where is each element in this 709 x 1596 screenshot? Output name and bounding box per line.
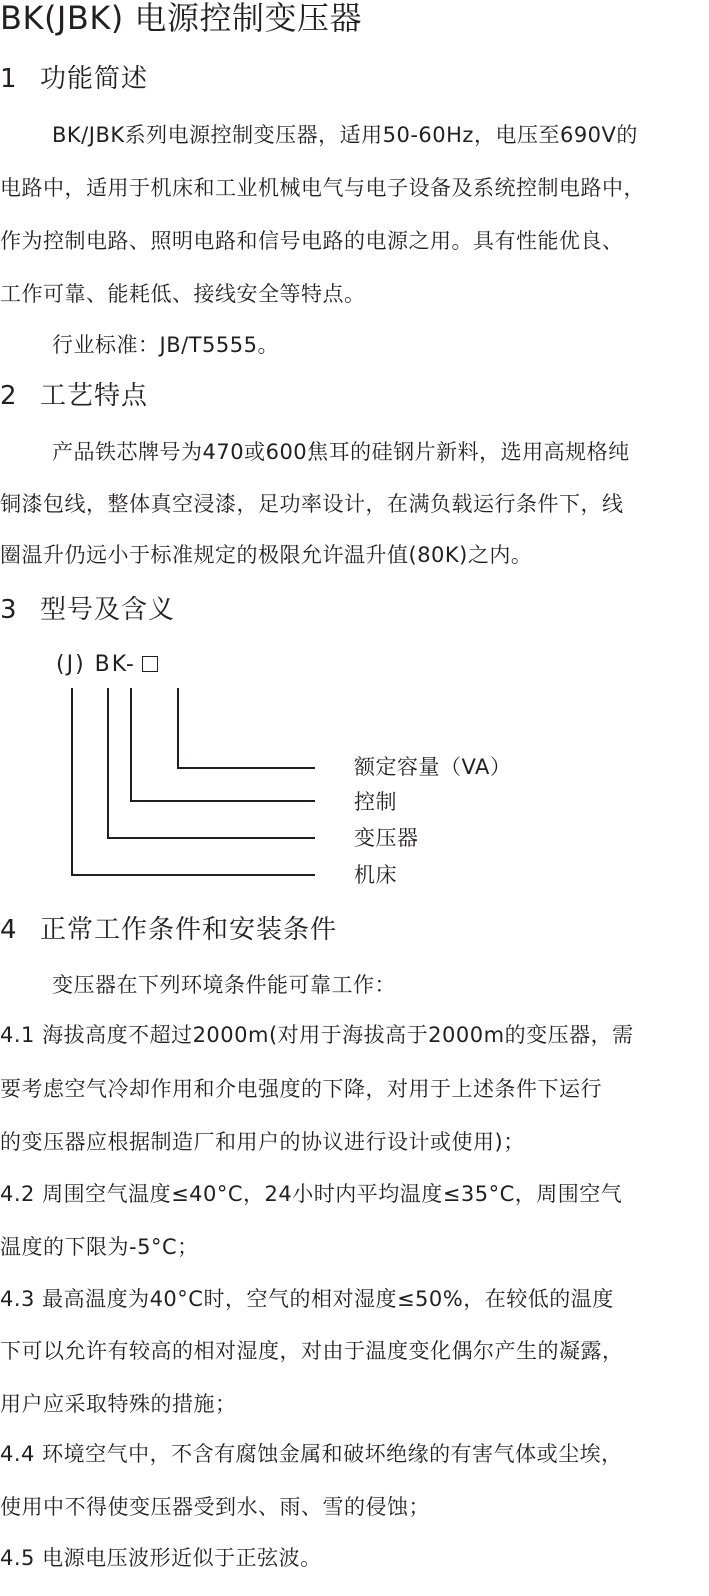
condition-line: 4.2 周围空气温度≤40°C，24小时内平均温度≤35°C，周围空气	[0, 1182, 623, 1206]
section-number: 2	[0, 381, 18, 411]
section-heading-4	[0, 917, 337, 943]
section-number: 4	[0, 915, 18, 945]
label-rated-capacity: 额定容量（VA）	[354, 755, 512, 779]
condition-line: 用户应采取特殊的措施；	[0, 1392, 237, 1416]
condition-line: 4.4 环境空气中，不含有腐蚀金属和破坏绝缘的有害气体或尘埃，	[0, 1442, 623, 1466]
label-control: 控制	[354, 790, 397, 814]
label-transformer: 变压器	[354, 826, 419, 850]
condition-line: 4.3 最高温度为40°C时，空气的相对湿度≤50%，在较低的温度	[0, 1287, 614, 1311]
condition-line: 要考虑空气冷却作用和介电强度的下降，对用于上述条件下运行	[0, 1077, 602, 1101]
leader-line-kongzhi-vertical	[130, 688, 132, 801]
model-code	[56, 654, 158, 676]
condition-line: 使用中不得使变压器受到水、雨、雪的侵蚀；	[0, 1495, 430, 1519]
leader-line-jichuang-horizontal	[71, 874, 315, 876]
capacity-placeholder-box	[142, 656, 158, 672]
section-title: 工艺特点	[40, 381, 149, 411]
label-machine-tool: 机床	[354, 863, 397, 887]
leader-line-bianyaqi-vertical	[107, 688, 109, 838]
paragraph-line: 产品铁芯牌号为470或600焦耳的硅钢片新料，选用高规格纯	[52, 440, 630, 464]
paragraph-line: 铜漆包线，整体真空浸漆，足功率设计，在满负载运行条件下，线	[0, 492, 624, 516]
condition-line: 温度的下限为-5°C；	[0, 1235, 199, 1259]
condition-line: 下可以允许有较高的相对湿度，对由于温度变化偶尔产生的凝露，	[0, 1339, 624, 1363]
condition-line: 4.1 海拔高度不超过2000m(对用于海拔高于2000m的变压器，需	[0, 1023, 634, 1047]
leader-line-rongliang-vertical	[177, 688, 179, 768]
paragraph-intro: 变压器在下列环境条件能可靠工作：	[52, 973, 396, 997]
page-title: BK(JBK) 电源控制变压器	[0, 0, 362, 37]
section-heading-2	[0, 383, 148, 409]
leader-line-kongzhi-horizontal	[130, 800, 315, 802]
section-number: 3	[0, 595, 18, 625]
leader-line-bianyaqi-horizontal	[107, 837, 315, 839]
condition-line: 的变压器应根据制造厂和用户的协议进行设计或使用)；	[0, 1130, 525, 1154]
standard-line: 行业标准：JB/T5555。	[52, 333, 279, 357]
section-heading-3	[0, 597, 175, 623]
section-number: 1	[0, 64, 18, 94]
leader-line-rongliang-horizontal	[177, 767, 315, 769]
leader-line-jichuang-vertical	[71, 688, 73, 875]
paragraph-line: BK/JBK系列电源控制变压器，适用50-60Hz，电压至690V的	[52, 123, 638, 147]
paragraph-line: 作为控制电路、照明电路和信号电路的电源之用。具有性能优良、	[0, 229, 624, 253]
paragraph-line: 圈温升仍远小于标准规定的极限允许温升值(80K)之内。	[0, 543, 533, 567]
section-heading-1	[0, 66, 148, 92]
section-title: 型号及含义	[40, 595, 176, 625]
section-title: 功能简述	[40, 64, 149, 94]
model-code-text: (J) BK-	[56, 652, 136, 677]
condition-line: 4.5 电源电压波形近似于正弦波。	[0, 1546, 322, 1570]
paragraph-line: 电路中，适用于机床和工业机械电气与电子设备及系统控制电路中，	[0, 176, 645, 200]
paragraph-line: 工作可靠、能耗低、接线安全等特点。	[0, 282, 366, 306]
section-title: 正常工作条件和安装条件	[40, 915, 338, 945]
